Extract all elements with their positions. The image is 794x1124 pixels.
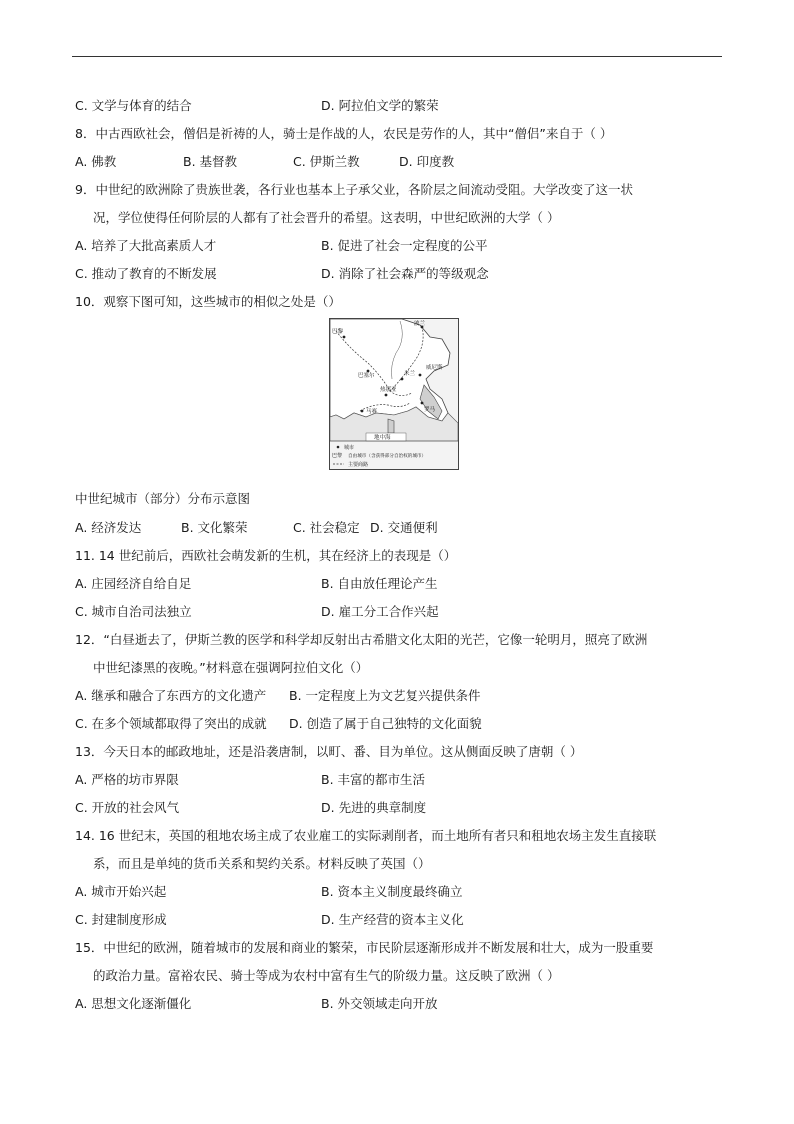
q10-option-a[interactable]: A. 经济发达	[75, 520, 142, 535]
map-label-marseille: 马赛	[366, 409, 378, 415]
q14-option-b[interactable]: B. 资本主义制度最终确立	[321, 884, 463, 899]
q11-option-c[interactable]: C. 城市自治司法独立	[75, 604, 192, 619]
q10-option-b[interactable]: B. 文化繁荣	[181, 520, 248, 535]
map-label-poland: 波兰	[414, 321, 426, 327]
q8-option-d[interactable]: D. 印度教	[399, 154, 455, 169]
q11-options-row-2	[75, 598, 725, 626]
q10-option-c[interactable]: C. 社会稳定	[293, 520, 360, 535]
q10-map-area	[75, 316, 725, 484]
q15-stem-line-1: 15．中世纪的欧洲，随着城市的发展和商业的繁荣，市民阶层逐渐形成并不断发展和壮大，成为一股重要	[75, 940, 654, 955]
map-label-mediterranean: 地中海	[374, 435, 391, 441]
q9-option-c[interactable]: C. 推动了教育的不断发展	[75, 266, 217, 281]
q12-option-b[interactable]: B. 一定程度上为文艺复兴提供条件	[289, 688, 481, 703]
map-legend-city: 城市	[344, 445, 355, 451]
q15-options-row-1	[75, 990, 725, 1018]
q11-option-a[interactable]: A. 庄园经济自给自足	[75, 576, 192, 591]
q10-stem: 10．观察下图可知，这些城市的相似之处是（）	[75, 294, 341, 309]
map-label-milan: 米兰	[404, 371, 416, 377]
q13-option-a[interactable]: A. 严格的坊市界限	[75, 772, 179, 787]
map-legend-free-city: 自由城市（含获得部分自治权的城市）	[348, 454, 427, 459]
q7-options-row	[75, 92, 725, 120]
q13-stem: 13．今天日本的邮政地址，还是沿袭唐制，以町、番、目为单位。这从侧面反映了唐朝（ ）	[75, 744, 583, 759]
q8-option-a[interactable]: A. 佛教	[75, 154, 117, 169]
q14-stem-line-1: 14. 16 世纪末，英国的租地农场主成了农业雇工的实际剥削者，而土地所有者只和租地农场主发生直接联	[75, 828, 657, 843]
q11-option-d[interactable]: D. 雇工分工合作兴起	[321, 604, 439, 619]
q12-option-d[interactable]: D. 创造了属于自己独特的文化面貌	[289, 716, 482, 731]
q13-options-row-1	[75, 766, 725, 794]
map-label-basel: 巴塞尔	[358, 373, 375, 379]
q13-option-d[interactable]: D. 先进的典章制度	[321, 800, 427, 815]
q14-options-row-1	[75, 878, 725, 906]
q11-stem: 11. 14 世纪前后，西欧社会萌发新的生机，其在经济上的表现是（）	[75, 548, 457, 563]
map-label-venice: 威尼斯	[426, 365, 443, 371]
q8-options-row	[75, 148, 725, 176]
q10-option-d[interactable]: D. 交通便利	[370, 520, 438, 535]
q8-stem: 8．中古西欧社会，僧侣是祈祷的人，骑士是作战的人，农民是劳作的人，其中“僧侣”来自于（ ）	[75, 126, 613, 141]
q10-options-row	[75, 514, 725, 542]
q9-options-row-2	[75, 260, 725, 288]
q15-option-b[interactable]: B. 外交领域走向开放	[321, 996, 438, 1011]
q15-stem-line-2: 的政治力量。富裕农民、骑士等成为农村中富有生气的阶级力量。这反映了欧洲（ ）	[93, 968, 560, 983]
map-label-rome: 罗马	[424, 407, 436, 413]
q13-option-c[interactable]: C. 开放的社会风气	[75, 800, 180, 815]
q8-option-b[interactable]: B. 基督教	[183, 154, 238, 169]
q9-options-row-1	[75, 232, 725, 260]
q14-option-a[interactable]: A. 城市开始兴起	[75, 884, 167, 899]
q9-option-d[interactable]: D. 消除了社会森严的等级观念	[321, 266, 489, 281]
q12-option-c[interactable]: C. 在多个领域都取得了突出的成就	[75, 716, 267, 731]
q12-stem-line-2: 中世纪漆黑的夜晚。”材料意在强调阿拉伯文化（）	[93, 660, 369, 675]
q7-option-d[interactable]: D. 阿拉伯文学的繁荣	[321, 98, 439, 113]
q12-option-a[interactable]: A. 继承和融合了东西方的文化遗产	[75, 688, 267, 703]
q15-option-a[interactable]: A. 思想文化逐渐僵化	[75, 996, 192, 1011]
q9-stem-line-1: 9．中世纪的欧洲除了贵族世袭，各行业也基本上子承父业，各阶层之间流动受阻。大学改变了这一状	[75, 182, 633, 197]
q11-option-b[interactable]: B. 自由放任理论产生	[321, 576, 438, 591]
q9-option-b[interactable]: B. 促进了社会一定程度的公平	[321, 238, 488, 253]
q9-stem-line-2: 况，学位使得任何阶层的人都有了社会晋升的希望。这表明，中世纪欧洲的大学（ ）	[93, 210, 560, 225]
q12-stem-line-1: 12．“白昼逝去了，伊斯兰教的医学和科学却反射出古希腊文化太阳的光芒，它像一轮明月，照亮了欧洲	[75, 632, 648, 647]
q14-option-d[interactable]: D. 生产经营的资本主义化	[321, 912, 464, 927]
q10-map-caption: 中世纪城市（部分）分布示意图	[75, 491, 251, 506]
header-rule	[72, 56, 722, 57]
q12-options-row-2	[75, 710, 725, 738]
q12-options-row-1	[75, 682, 725, 710]
q14-option-c[interactable]: C. 封建制度形成	[75, 912, 167, 927]
q9-option-a[interactable]: A. 培养了大批高素质人才	[75, 238, 217, 253]
q13-options-row-2	[75, 794, 725, 822]
map-label-genoa: 热那亚	[380, 387, 397, 393]
q14-options-row-2	[75, 906, 725, 934]
q8-option-c[interactable]: C. 伊斯兰教	[293, 154, 360, 169]
map-label-paris: 巴黎	[332, 329, 344, 335]
q11-options-row-1	[75, 570, 725, 598]
q7-option-c[interactable]: C. 文学与体育的结合	[75, 98, 192, 113]
q13-option-b[interactable]: B. 丰富的都市生活	[321, 772, 426, 787]
q14-stem-line-2: 系，而且是单纯的货币关系和契约关系。材料反映了英国（）	[93, 856, 431, 871]
map-legend-free-symbol: 巴黎	[332, 453, 343, 459]
medieval-city-map	[329, 318, 459, 470]
exam-page	[75, 92, 725, 1018]
map-legend-trade-route: 主要商路	[348, 462, 369, 468]
